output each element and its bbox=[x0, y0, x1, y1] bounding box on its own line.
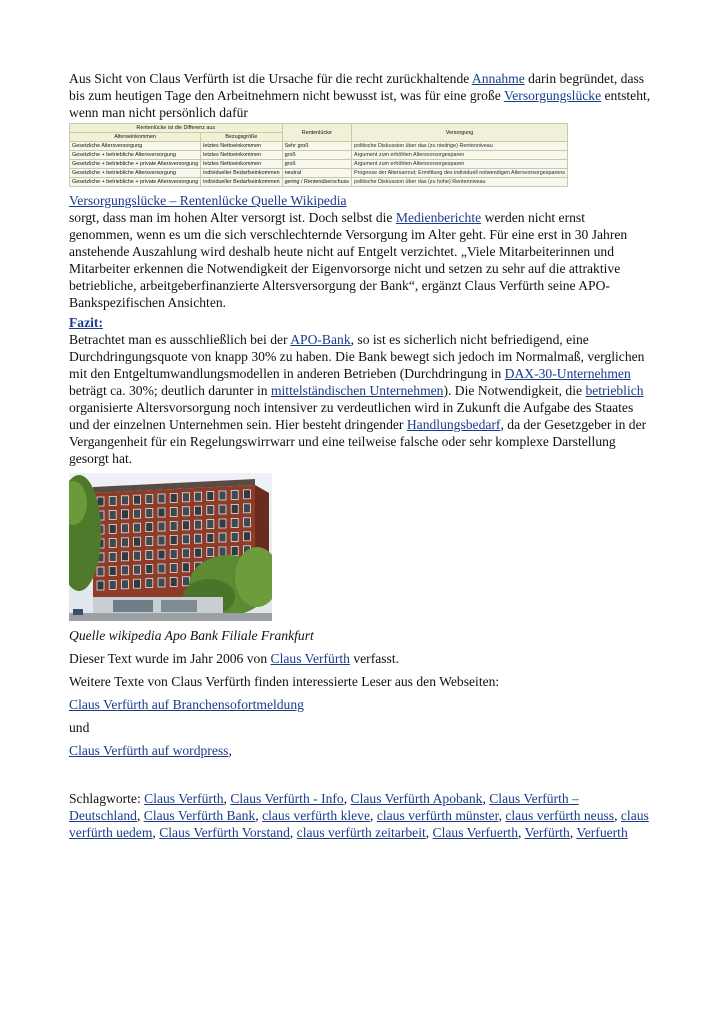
tag-separator: , bbox=[370, 808, 377, 823]
link-branchensofortmeldung[interactable]: Claus Verfürth auf Branchensofortmeldung bbox=[69, 697, 304, 712]
building-window bbox=[243, 532, 250, 541]
tag-link[interactable]: Verfürth bbox=[524, 825, 570, 840]
table-cell: Gesetzliche + betriebliche + private Altersversorgung bbox=[70, 160, 201, 169]
link-mittelstaendische-unternehmen[interactable]: mittelständischen Unternehmen bbox=[270, 383, 444, 398]
intro-paragraph bbox=[69, 70, 651, 121]
building-window bbox=[146, 509, 153, 518]
written-text-2: verfasst. bbox=[349, 651, 400, 666]
building-window bbox=[182, 493, 189, 502]
building-window bbox=[195, 492, 202, 501]
table-cell: neutral bbox=[282, 169, 351, 178]
table-row bbox=[70, 160, 568, 169]
building-window bbox=[219, 547, 226, 556]
table-cell: individueller Bedarfseinkommen bbox=[201, 178, 282, 187]
tag-separator: , bbox=[518, 825, 525, 840]
building-window bbox=[109, 566, 116, 575]
table-header-versorgung: Versorgung bbox=[352, 124, 568, 142]
tag-separator: , bbox=[136, 808, 144, 823]
paragraph-versorgung bbox=[69, 209, 651, 311]
fazit-text-6: , da der Gesetzgeber in der Vergangenheit für ein Regelungswirrwarr und eine teilweise falsche oder sehr komplexe Darstellung gesorgt hat. bbox=[69, 417, 647, 466]
table-cell: Gesetzliche + betriebliche Altersversorgung bbox=[70, 151, 201, 160]
table-cell: Argument zum erhöhten Altersvorsorgesparen bbox=[352, 160, 568, 169]
building-window bbox=[182, 521, 189, 530]
building-window bbox=[170, 563, 177, 572]
table-cell: groß bbox=[282, 160, 351, 169]
building-window bbox=[109, 510, 116, 519]
building-window bbox=[121, 566, 128, 575]
building-window bbox=[109, 538, 116, 547]
table-cell: individueller Bedarfseinkommen bbox=[201, 169, 282, 178]
link-versorgungsluecke-wikipedia[interactable]: Versorgungslücke – Rentenlücke Quelle Wikipedia bbox=[69, 193, 347, 208]
building-window bbox=[134, 495, 141, 504]
building-window bbox=[195, 534, 202, 543]
table-cell: letztes Nettoeinkommen bbox=[201, 151, 282, 160]
building-window bbox=[243, 518, 250, 527]
tag-separator: , bbox=[223, 791, 231, 806]
building-window bbox=[121, 496, 128, 505]
building-window bbox=[158, 564, 165, 573]
building-window bbox=[121, 552, 128, 561]
building-illustration bbox=[69, 473, 272, 621]
link-wordpress[interactable]: Claus Verfürth auf wordpress bbox=[69, 743, 229, 758]
building-window bbox=[170, 507, 177, 516]
building-window bbox=[219, 519, 226, 528]
fazit-paragraph bbox=[69, 331, 651, 467]
table-cell: Gesetzliche + betriebliche + private Altersversorgung bbox=[70, 178, 201, 187]
building-window bbox=[134, 579, 141, 588]
tag-link[interactable]: claus verfürth neuss bbox=[505, 808, 615, 823]
building-window bbox=[207, 548, 214, 557]
building-window bbox=[231, 504, 238, 513]
building-window bbox=[121, 510, 128, 519]
tag-separator: , bbox=[289, 825, 297, 840]
building-window bbox=[231, 518, 238, 527]
building-window bbox=[219, 491, 226, 500]
table-cell: groß bbox=[282, 151, 351, 160]
building-window bbox=[170, 577, 177, 586]
building-window bbox=[231, 532, 238, 541]
tag-link[interactable]: Claus Verfürth Bank bbox=[143, 808, 256, 823]
link-handlungsbedarf[interactable]: Handlungsbedarf bbox=[406, 417, 501, 432]
document-body bbox=[69, 70, 651, 841]
tag-link[interactable]: Claus Verfürth bbox=[144, 791, 224, 806]
building-window bbox=[158, 508, 165, 517]
tag-separator: , bbox=[614, 808, 621, 823]
building-window bbox=[182, 549, 189, 558]
table-header-group bbox=[70, 124, 568, 133]
tag-separator: , bbox=[343, 791, 351, 806]
building-window bbox=[109, 524, 116, 533]
table-header-alterseinkommen: Alterseinkommen bbox=[70, 133, 201, 142]
tag-link[interactable]: Claus Verfürth - Info bbox=[230, 791, 344, 806]
fazit-text-4: ). Die Notwendigkeit, die bbox=[443, 383, 586, 398]
building-window bbox=[158, 522, 165, 531]
tags-label: Schlagworte: bbox=[69, 791, 145, 806]
building-window bbox=[170, 549, 177, 558]
building-window bbox=[109, 580, 116, 589]
table-cell: politische Diskussion über das (zu hohe) Rentenniveau bbox=[352, 178, 568, 187]
building-window bbox=[207, 492, 214, 501]
tag-link[interactable]: claus verfürth zeitarbeit bbox=[296, 825, 426, 840]
building-window bbox=[121, 580, 128, 589]
building-window bbox=[146, 565, 153, 574]
table-cell: letztes Nettoeinkommen bbox=[201, 160, 282, 169]
rentenluecke-table bbox=[69, 123, 568, 187]
wordpress-line bbox=[69, 742, 651, 759]
table-cell: Gesetzliche + betriebliche Altersversorgung bbox=[70, 169, 201, 178]
para2-text-1: sorgt, dass man im hohen Alter versorgt ist. Doch selbst die bbox=[69, 210, 396, 225]
tag-link[interactable]: claus verfürth uedem bbox=[69, 808, 649, 840]
fazit-text-5: organisierte Altersvorsorgung noch intensiver zu verdeutlichen wird in Zukunft die Aufgabe des Staates und der einzelnen Unternehmen sein. Hier besteht dringender bbox=[69, 400, 634, 432]
photo-caption: Quelle wikipedia Apo Bank Filiale Frankfurt bbox=[69, 628, 314, 643]
written-line bbox=[69, 650, 651, 667]
table-cell: politische Diskussion über das (zu niedrige) Rentenniveau bbox=[352, 142, 568, 151]
tag-list bbox=[69, 791, 649, 840]
table-cell: Prognose der Altersarmut; Ermittlung des individuell notwendigen Altersvorsorgesparens bbox=[352, 169, 568, 178]
building-window bbox=[195, 520, 202, 529]
table-row bbox=[70, 169, 568, 178]
intro-text-1: Aus Sicht von Claus Verfürth ist die Ursache für die recht zurückhaltende bbox=[69, 71, 472, 86]
comma: , bbox=[228, 743, 232, 758]
tags-paragraph bbox=[69, 790, 651, 841]
table-cell: Argument zum erhöhten Altersvorsorgesparen bbox=[352, 151, 568, 160]
building-window bbox=[207, 534, 214, 543]
building-window bbox=[158, 578, 165, 587]
link-apo-bank[interactable]: APO-Bank bbox=[290, 332, 351, 347]
tag-link[interactable]: Verfuerth bbox=[576, 825, 628, 840]
tag-separator: , bbox=[425, 825, 433, 840]
building-window bbox=[195, 548, 202, 557]
building-window bbox=[207, 520, 214, 529]
building-window bbox=[97, 567, 104, 576]
building-window bbox=[219, 505, 226, 514]
tag-separator: , bbox=[498, 808, 506, 823]
tag-separator: , bbox=[255, 808, 263, 823]
building-window bbox=[243, 490, 250, 499]
table-row bbox=[70, 151, 568, 160]
building-window bbox=[170, 535, 177, 544]
building-window bbox=[109, 496, 116, 505]
building-window bbox=[207, 506, 214, 515]
building-window bbox=[182, 535, 189, 544]
intro-text-3: entsteht, wenn man nicht persönlich dafür bbox=[69, 88, 651, 120]
tag-link[interactable]: Claus Verfürth – Deutschland bbox=[69, 791, 579, 823]
und-line: und bbox=[69, 720, 90, 735]
para2-text-2: werden nicht ernst genommen, wenn es um die sich verschlechternde Versorgung im Alter geht. Für eine erst in 30 Jahren anstehende Auszahlung wird deshalb heute nicht auf Entgelt verzichtet. „Viele Mitarbeiterinnen und Mitarbeiter erkennen die Notwendigkeit der Eigenvorsorge nicht und setzen zu sehr auf die attraktive betriebliche, arbeitgeberfinanzierte Altersversorgung der Bank“, ergänzt Claus Verfürth seine APO-Bankspezifischen Ansichten. bbox=[69, 210, 628, 310]
link-betrieblich[interactable]: betrieblich bbox=[585, 383, 644, 398]
building-window bbox=[231, 490, 238, 499]
building-window bbox=[109, 552, 116, 561]
fazit-text-1: Betrachtet man es ausschließlich bei der bbox=[69, 332, 291, 347]
table-header-rentenluecke: Rentenlücke bbox=[282, 124, 351, 142]
apo-bank-building-photo bbox=[69, 473, 272, 621]
branchen-line bbox=[69, 696, 651, 713]
building-window bbox=[97, 581, 104, 590]
building-window bbox=[182, 563, 189, 572]
table-row bbox=[70, 178, 568, 187]
building-window bbox=[170, 493, 177, 502]
building-window bbox=[195, 506, 202, 515]
tag-link[interactable]: claus verfürth münster bbox=[376, 808, 499, 823]
link-dax-30[interactable]: DAX-30-Unternehmen bbox=[504, 366, 631, 381]
building-window bbox=[134, 565, 141, 574]
written-text-1: Dieser Text wurde im Jahr 2006 von bbox=[69, 651, 271, 666]
table-header-group-cell: Rentenlücke ist die Differenz aus bbox=[70, 124, 283, 133]
more-texts-line: Weitere Texte von Claus Verfürth finden interessierte Leser aus den Webseiten: bbox=[69, 674, 500, 689]
building-window bbox=[243, 504, 250, 513]
building-window bbox=[158, 550, 165, 559]
link-claus-verfuerth[interactable]: Claus Verfürth bbox=[270, 651, 350, 666]
building-window bbox=[219, 533, 226, 542]
table-cell: Sehr groß bbox=[282, 142, 351, 151]
tag-separator: , bbox=[482, 791, 490, 806]
fazit-text-2: , so ist es sicherlich nicht befriedigend, eine Durchdringungsquote von knapp 30% zu haben. Die Bank bewegt sich jedoch im Normalmaß, verglichen mit den Entgeltumwandlungsmodellen in anderen Betrieben (Durchdringung in bbox=[69, 332, 645, 381]
building-window bbox=[158, 494, 165, 503]
building-window bbox=[146, 579, 153, 588]
link-versorgungsluecke[interactable]: Versorgungslücke bbox=[503, 88, 602, 103]
table-row bbox=[70, 142, 568, 151]
tag-link[interactable]: Claus Verfuerth bbox=[432, 825, 518, 840]
tag-link[interactable]: Claus Verfürth Vorstand bbox=[159, 825, 290, 840]
building-window bbox=[146, 537, 153, 546]
building-window bbox=[134, 551, 141, 560]
building-window bbox=[121, 538, 128, 547]
building-window bbox=[146, 551, 153, 560]
building-window bbox=[170, 521, 177, 530]
building-window bbox=[231, 546, 238, 555]
table-header-bezugsgroesse: Bezugsgröße bbox=[201, 133, 282, 142]
table-cell: Gesetzliche Altersversorgung bbox=[70, 142, 201, 151]
tag-separator: , bbox=[569, 825, 577, 840]
intro-text-2: darin begründet, dass bis zum heutigen Tage den Arbeitnehmern nicht bewusst ist, was für eine große bbox=[69, 71, 645, 103]
table-cell: gering / Rentenüberschuss bbox=[282, 178, 351, 187]
building-window bbox=[134, 537, 141, 546]
link-medienberichte[interactable]: Medienberichte bbox=[395, 210, 482, 225]
building-window bbox=[182, 577, 189, 586]
source-line bbox=[69, 192, 651, 209]
tag-link[interactable]: claus verfürth kleve bbox=[262, 808, 371, 823]
building-window bbox=[182, 507, 189, 516]
building-window bbox=[146, 523, 153, 532]
table-cell: letztes Nettoeinkommen bbox=[201, 142, 282, 151]
tag-separator: , bbox=[152, 825, 160, 840]
building-window bbox=[121, 524, 128, 533]
building-window bbox=[134, 523, 141, 532]
building-window bbox=[146, 495, 153, 504]
fazit-text-3: beträgt ca. 30%; deutlich darunter in bbox=[69, 383, 271, 398]
fazit-heading[interactable]: Fazit: bbox=[69, 315, 103, 330]
building-window bbox=[158, 536, 165, 545]
link-annahme[interactable]: Annahme bbox=[471, 71, 525, 86]
building-window bbox=[134, 509, 141, 518]
tag-link[interactable]: Claus Verfürth Apobank bbox=[350, 791, 483, 806]
